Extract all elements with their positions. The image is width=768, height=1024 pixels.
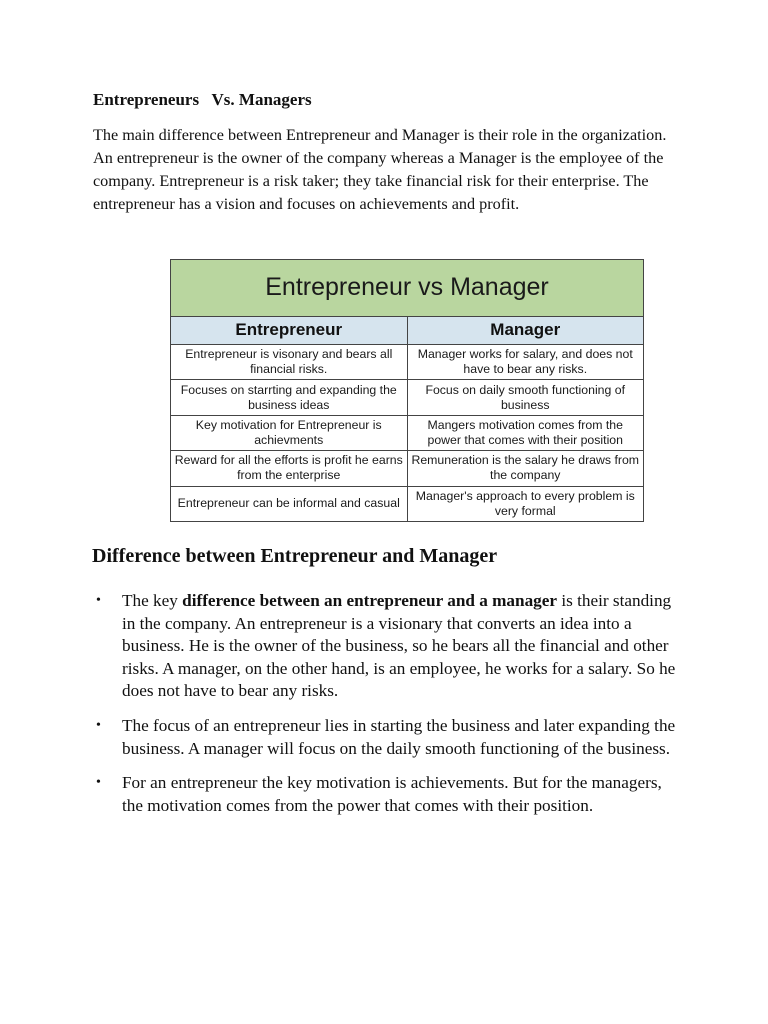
cell-manager: Remuneration is the salary he draws from the company <box>407 451 644 486</box>
column-header-entrepreneur: Entrepreneur <box>171 316 408 344</box>
comparison-table <box>170 259 644 522</box>
list-item-text-start: The key <box>122 591 183 610</box>
cell-manager: Mangers motivation comes from the power that comes with their position <box>407 415 644 450</box>
list-item <box>96 772 676 817</box>
section-heading: Entrepreneurs Vs. Managers <box>93 90 312 109</box>
list-item <box>96 590 676 703</box>
column-header-manager: Manager <box>407 316 644 344</box>
figure-title: Entrepreneur vs Manager <box>171 260 644 317</box>
cell-entrepreneur: Entrepreneur is visonary and bears all financial risks. <box>171 344 408 379</box>
cell-manager: Manager works for salary, and does not have to bear any risks. <box>407 344 644 379</box>
bullet-icon: • <box>96 593 101 608</box>
list-item <box>96 715 676 760</box>
list-item-text-end: is their standing in the company. An entrepreneur is a visionary that converts an idea into a business. He is the owner of the business, so he bears all the financial and other risks. A manager, on the other hand, is an employee, he works for a salary. So he does not have to bear any risks. <box>122 591 676 701</box>
cell-entrepreneur: Key motivation for Entrepreneur is achievments <box>171 415 408 450</box>
cell-manager: Manager's approach to every problem is very formal <box>407 486 644 521</box>
table-row <box>171 380 644 415</box>
cell-entrepreneur: Focuses on starrting and expanding the business ideas <box>171 380 408 415</box>
list-item-text-start: For an entrepreneur the key motivation is achievements. But for the managers, the motivation comes from the power that comes with their position. <box>122 773 662 815</box>
bullet-icon: • <box>96 775 101 791</box>
intro-paragraph: The main difference between Entrepreneur and Manager is their role in the organization. An entrepreneur is the owner of the company whereas a Manager is the employee of the company. Entrepreneur is a risk taker; they take financial risk for their enterprise. The entrepreneur has a vision and focuses on achievements and profit. <box>93 126 667 213</box>
cell-entrepreneur: Entrepreneur can be informal and casual <box>171 486 408 521</box>
cell-entrepreneur: Reward for all the efforts is profit he earns from the enterprise <box>171 451 408 486</box>
subsection-heading: Difference between Entrepreneur and Manager <box>92 545 498 567</box>
bullet-icon: • <box>96 717 101 733</box>
table-row <box>171 451 644 486</box>
list-item-text-start: The focus of an entrepreneur lies in starting the business and later expanding the business. A manager will focus on the daily smooth functioning of the business. <box>122 715 676 758</box>
table-row <box>171 486 644 521</box>
difference-list <box>96 590 676 829</box>
comparison-figure <box>170 259 644 522</box>
table-row <box>171 415 644 450</box>
list-item-emphasis: difference between an entrepreneur and a manager <box>182 591 558 610</box>
table-row <box>171 344 644 379</box>
cell-manager: Focus on daily smooth functioning of business <box>407 380 644 415</box>
